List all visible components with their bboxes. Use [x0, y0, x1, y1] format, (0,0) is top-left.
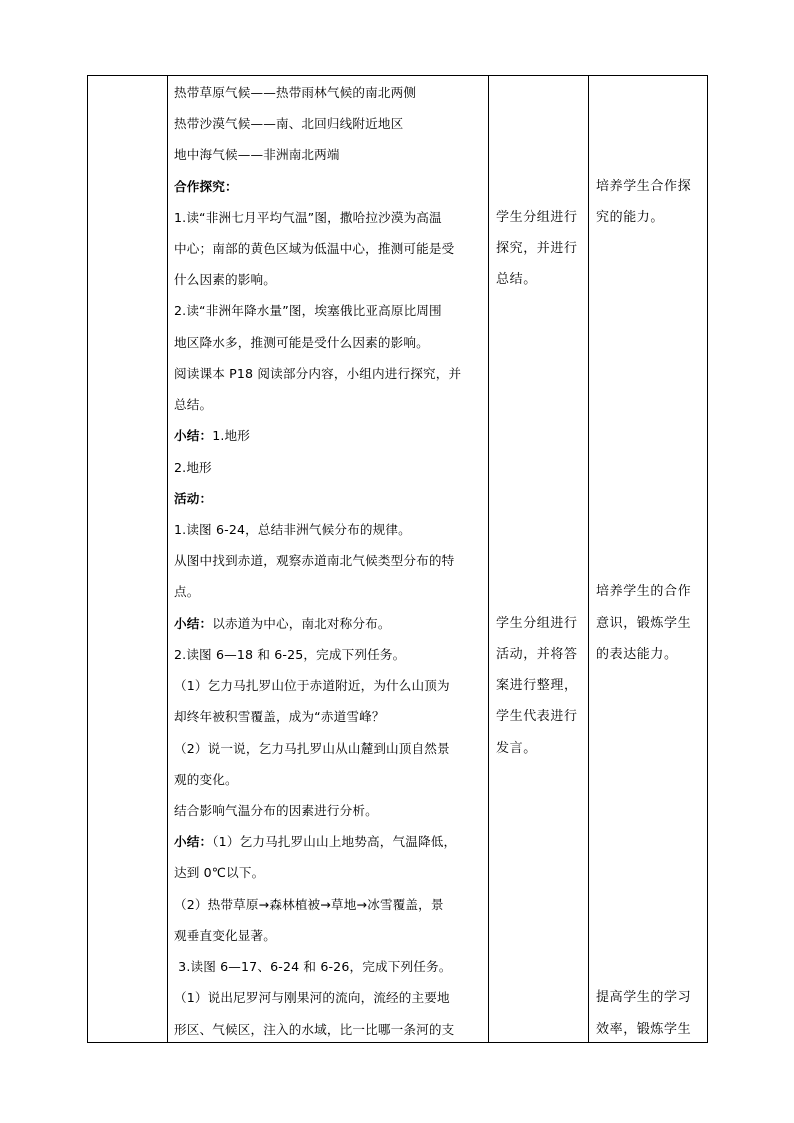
content-line: 2.读图 6—18 和 6-25，完成下列任务。: [174, 647, 406, 662]
table-row: [88, 76, 708, 1043]
intent-line: 效率，锻炼学生: [596, 1022, 692, 1037]
student-line: 学生分组进行: [496, 616, 578, 631]
content-line: 热带草原气候——热带雨林气候的南北两侧: [174, 85, 417, 100]
summary-line: [174, 834, 484, 850]
student-line: 发言。: [496, 741, 537, 756]
content-cell: [168, 76, 489, 1043]
summary-text: （1）乞力马扎罗山山上地势高，气温降低，: [212, 834, 457, 849]
student-activity-cell: [489, 76, 589, 1043]
content-line: 结合影响气温分布的因素进行分析。: [174, 803, 378, 818]
stage-cell: [88, 76, 168, 1043]
intent-line: 的表达能力。: [596, 647, 678, 662]
content-line: 地区降水多，推测可能是受什么因素的影响。: [174, 335, 429, 350]
summary-text: 以赤道为中心，南北对称分布。: [212, 616, 391, 631]
student-line: 探究，并进行: [496, 241, 578, 256]
content-line: 3.读图 6—17、6-24 和 6-26，完成下列任务。: [174, 959, 452, 974]
student-line: 活动，并将答: [496, 647, 578, 662]
intent-line: 意识，锻炼学生: [596, 616, 692, 631]
content-line: 1.读图 6-24，总结非洲气候分布的规律。: [174, 522, 411, 537]
content-line: 观的变化。: [174, 772, 238, 787]
content-line: 观垂直变化显著。: [174, 928, 276, 943]
summary-line: [174, 428, 484, 444]
content-line: （1）乞力马扎罗山位于赤道附近，为什么山顶为: [174, 678, 450, 693]
content-line: 形区、气候区，注入的水域，比一比哪一条河的支: [174, 1022, 455, 1037]
summary-label: 小结：: [174, 616, 213, 631]
content-line: 达到 0℃以下。: [174, 865, 265, 880]
student-line: 总结。: [496, 272, 537, 287]
content-line: 总结。: [174, 397, 213, 412]
summary-text: 1.地形: [212, 428, 251, 443]
intent-line: 培养学生合作探: [596, 179, 692, 194]
content-line: 1.读“非洲七月平均气温”图，撒哈拉沙漠为高温: [174, 210, 442, 225]
content-line: 2.地形: [174, 460, 212, 475]
intent-line: 提高学生的学习: [596, 990, 692, 1005]
content-line: 地中海气候——非洲南北两端: [174, 147, 340, 162]
content-line: 2.读“非洲年降水量”图，埃塞俄比亚高原比周围: [174, 303, 442, 318]
student-line: 案进行整理，: [496, 678, 578, 693]
section-heading: 合作探究：: [174, 179, 238, 194]
intent-line: 究的能力。: [596, 210, 665, 225]
summary-line: [174, 616, 484, 632]
design-intent-cell: [589, 76, 708, 1043]
content-line: 从图中找到赤道，观察赤道南北气候类型分布的特: [174, 553, 455, 568]
section-heading: 活动：: [174, 491, 213, 506]
summary-label: 小结：: [174, 834, 213, 849]
content-line: 点。: [174, 584, 200, 599]
lesson-plan-table: [87, 75, 708, 1043]
summary-label: 小结：: [174, 428, 213, 443]
intent-line: 培养学生的合作: [596, 584, 692, 599]
student-line: 学生分组进行: [496, 210, 578, 225]
content-line: （1）说出尼罗河与刚果河的流向，流经的主要地: [174, 990, 450, 1005]
content-line: 却终年被积雪覆盖，成为“赤道雪峰？: [174, 709, 385, 724]
content-line: 热带沙漠气候——南、北回归线附近地区: [174, 116, 404, 131]
student-line: 学生代表进行: [496, 709, 578, 724]
content-line: 什么因素的影响。: [174, 272, 276, 287]
content-line: （2）热带草原→森林植被→草地→冰雪覆盖，景: [174, 897, 444, 912]
content-line: 中心；南部的黄色区域为低温中心，推测可能是受: [174, 241, 455, 256]
content-line: （2）说一说，乞力马扎罗山从山麓到山顶自然景: [174, 741, 450, 756]
content-line: 阅读课本 P18 阅读部分内容，小组内进行探究，并: [174, 366, 462, 381]
